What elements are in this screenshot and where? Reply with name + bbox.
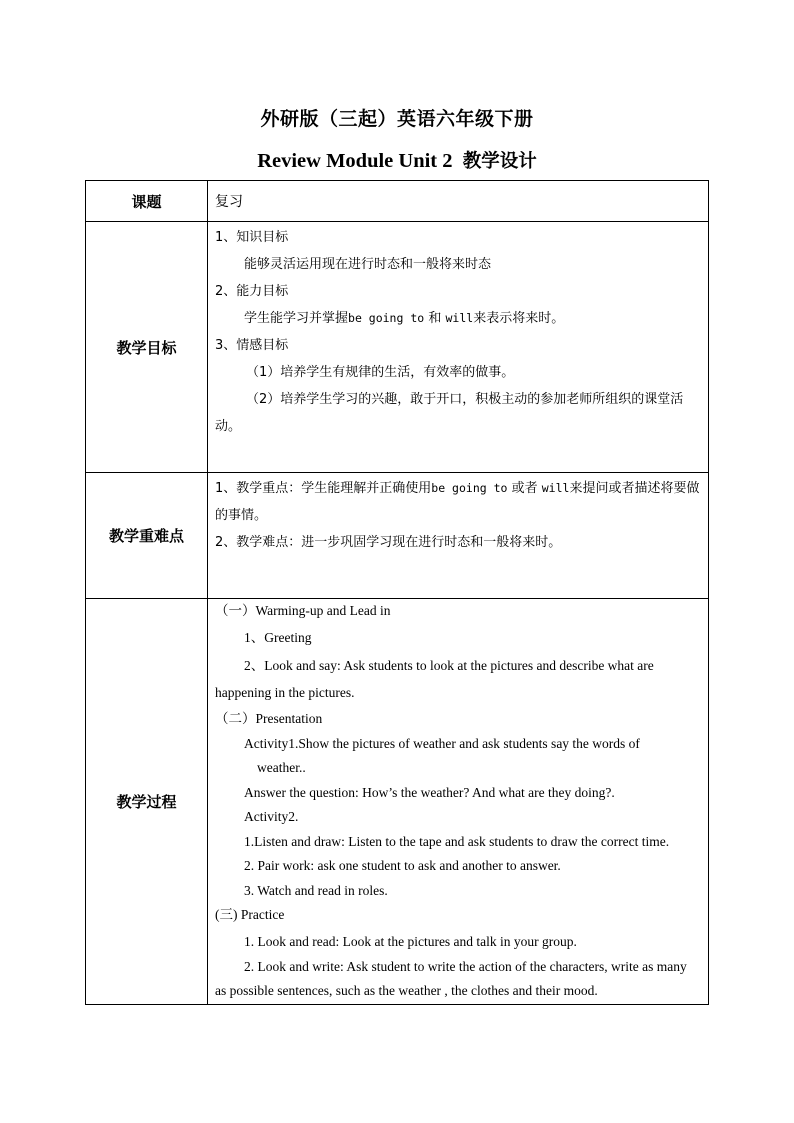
process-section-heading: （二）Presentation [215,710,323,726]
objective-text: （1）培养学生有规律的生活，有效率的做事。 [246,365,515,380]
subtitle-english: Review Module Unit 2 [257,150,453,172]
subtitle-chinese: 教学设计 [462,151,537,172]
key-point-part: 来提问或者描述将要做的事情。 [215,481,700,523]
process-step: weather.. [257,760,306,775]
process-content [208,599,709,1005]
process-step: 2. Pair work: ask one student to ask and another to answer. [244,858,561,873]
process-step: 1.Listen and draw: Listen to the tape and ask students to draw the correct time. [244,833,670,849]
objective-heading: 2、能力目标 [215,284,289,299]
document-subtitle [0,147,794,173]
objectives-label: 教学目标 [86,222,208,473]
objective-text: 能够灵活运用现在进行时态和一般将来时态 [244,257,492,272]
objective-text-part: 和 [428,311,442,326]
key-point-code-phrase: will [541,481,570,495]
document-title: 外研版（三起）英语六年级下册 [260,108,534,130]
objective-text-part: 来表示将来时。 [473,311,565,326]
process-step: 1、Greeting [244,629,312,645]
key-point-part: 或者 [511,481,538,496]
process-step: Answer the question: How’s the weather? And what are they doing?. [244,784,615,800]
objective-heading: 3、情感目标 [215,338,289,353]
process-section-heading: (三) Practice [215,907,285,922]
process-step: 3. Watch and read in roles. [244,882,388,898]
key-point-part: 1、教学重点：学生能理解并正确使用 [215,481,432,496]
process-step: 1. Look and read: Look at the pictures and talk in your group. [244,933,577,949]
topic-value-cell [208,181,709,222]
objectives-row [86,222,709,473]
objective-code-phrase: will [445,311,474,325]
process-step: Activity2. [244,809,299,824]
process-label: 教学过程 [86,599,208,1005]
process-step: 2. Look and write: Ask student to write the action of the characters, write as many as possible sentences, such as the weather , the clothes and their mood. [215,958,687,998]
topic-row [86,181,709,222]
objective-text: （2）培养学生学习的兴趣，敢于开口，积极主动的参加老师所组织的课堂活动。 [215,392,684,434]
difficulty-text: 2、教学难点：进一步巩固学习现在进行时态和一般将来时。 [215,535,562,550]
key-points-row [86,473,709,599]
process-step: 2、Look and say: Ask students to look at the pictures and describe what are happening in the pictures. [215,657,654,700]
lesson-plan-table [85,180,709,1005]
process-section-heading: （一）Warming-up and Lead in [215,603,391,618]
process-row [86,599,709,1005]
topic-value: 复习 [215,193,243,210]
objective-text [215,305,700,332]
objectives-content [208,222,709,473]
process-step: Activity1.Show the pictures of weather and ask students say the words of [244,735,640,751]
key-points-label: 教学重难点 [86,473,208,599]
objective-text-part: 学生能学习并掌握 [244,311,349,326]
key-point-text [215,475,700,529]
topic-label: 课题 [86,181,208,222]
objective-heading: 1、知识目标 [215,230,289,245]
key-points-content [208,473,709,599]
objective-code-phrase: be going to [348,311,425,325]
key-point-code-phrase: be going to [431,481,508,495]
